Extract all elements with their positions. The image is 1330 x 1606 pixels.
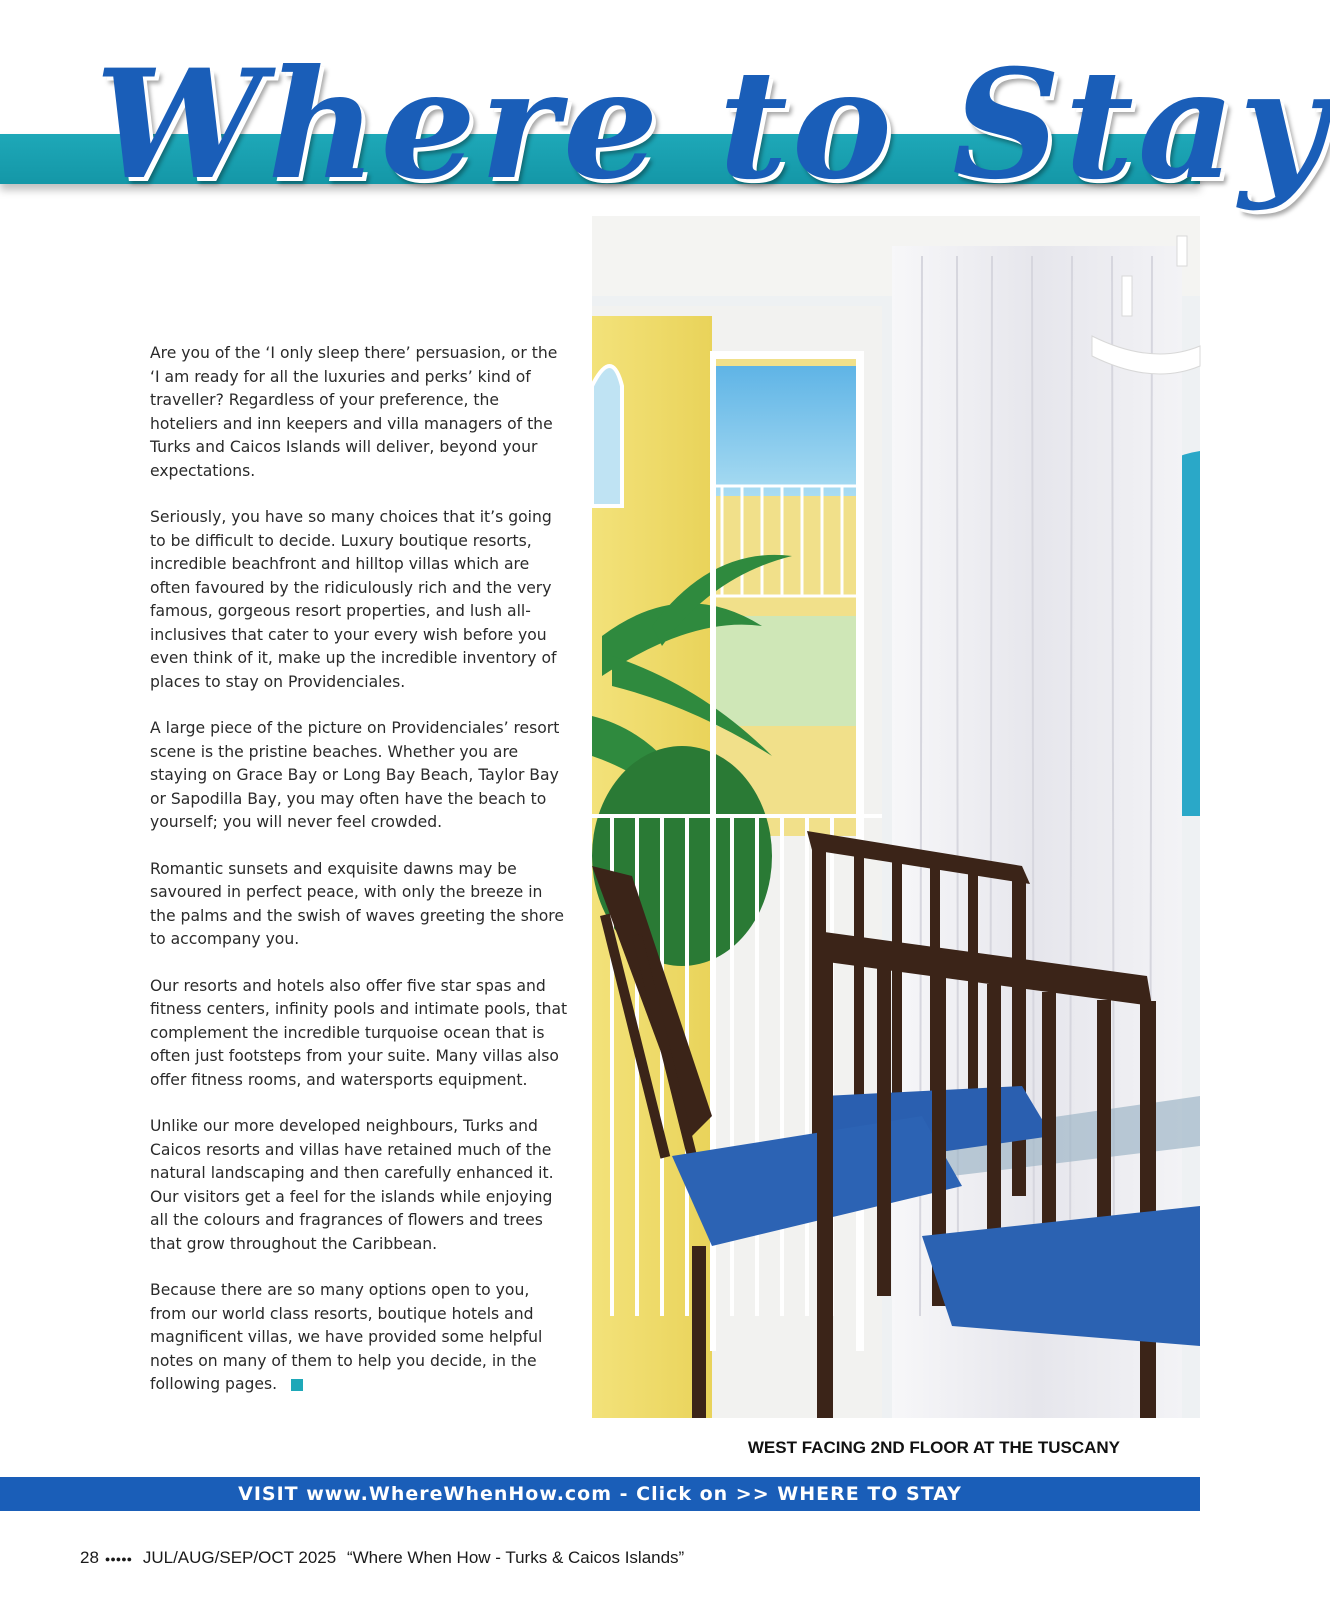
- article-paragraph: Romantic sunsets and exquisite dawns may be savoured in perfect peace, with only the breeze in the palms and the swish of waves greeting the shore to accompany you.: [150, 859, 564, 948]
- photo-caption: WEST FACING 2ND FLOOR AT THE TUSCANY: [747, 1438, 1120, 1457]
- footer-dots: ●●●●●: [104, 1553, 133, 1564]
- page-number: 28: [80, 1548, 99, 1567]
- room-photo: [592, 216, 1200, 1418]
- article-paragraph: Unlike our more developed neighbours, Turks and Caicos resorts and villas have retained much of the natural landscaping and then carefully enhanced it. Our visitors get a feel for the islands while enjoying all the colours and fragrances of flowers and trees that grow throughout the Caribbean.: [150, 1117, 554, 1253]
- page-title: Where to Stay: [95, 37, 1330, 213]
- article-paragraph-text: Because there are so many options open to you, from our world class resorts, boutique hotels and magnificent villas, we have provided some helpful notes on many of them to help you decide, in the following pages.: [150, 1281, 543, 1393]
- article-body: [150, 342, 570, 1420]
- article-paragraph: Are you of the ‘I only sleep there’ persuasion, or the ‘I am ready for all the luxuries and perks’ kind of traveller? Regardless of your preference, the hoteliers and inn keepers and villa managers of the Turks and Caicos Islands will deliver, beyond your expectations.: [150, 344, 558, 480]
- page-footer: [80, 1548, 1080, 1568]
- room-photo-illustration: [592, 216, 1200, 1418]
- visit-banner[interactable]: VISIT www.WhereWhenHow.com - Click on >> WHERE TO STAY: [0, 1477, 1200, 1511]
- issue-date: JUL/AUG/SEP/OCT 2025: [142, 1548, 337, 1567]
- article-paragraph: Our resorts and hotels also offer five star spas and fitness centers, infinity pools and intimate pools, that complement the incredible turquoise ocean that is often just footsteps from your suite. Many villas also offer fitness rooms, and watersports equipment.: [150, 976, 568, 1089]
- end-of-article-mark: [291, 1379, 303, 1391]
- article-paragraph: Seriously, you have so many choices that it’s going to be difficult to decide. Luxury boutique resorts, incredible beachfront and hilltop villas which are often favoured by the ridiculously rich and the very famous, gorgeous resort properties, and lush all-inclusives that cater to your every wish before you even think of it, make up the incredible inventory of places to stay on Providenciales.: [150, 508, 557, 691]
- article-paragraph: A large piece of the picture on Providenciales’ resort scene is the pristine beaches. Whether you are staying on Grace Bay or Long Bay Beach, Taylor Bay or Sapodilla Bay, you may often have the beach to yourself; you will never feel crowded.: [150, 719, 560, 831]
- publication-name: “Where When How - Turks & Caicos Islands”: [346, 1548, 685, 1567]
- article-paragraph-last: [150, 1279, 570, 1397]
